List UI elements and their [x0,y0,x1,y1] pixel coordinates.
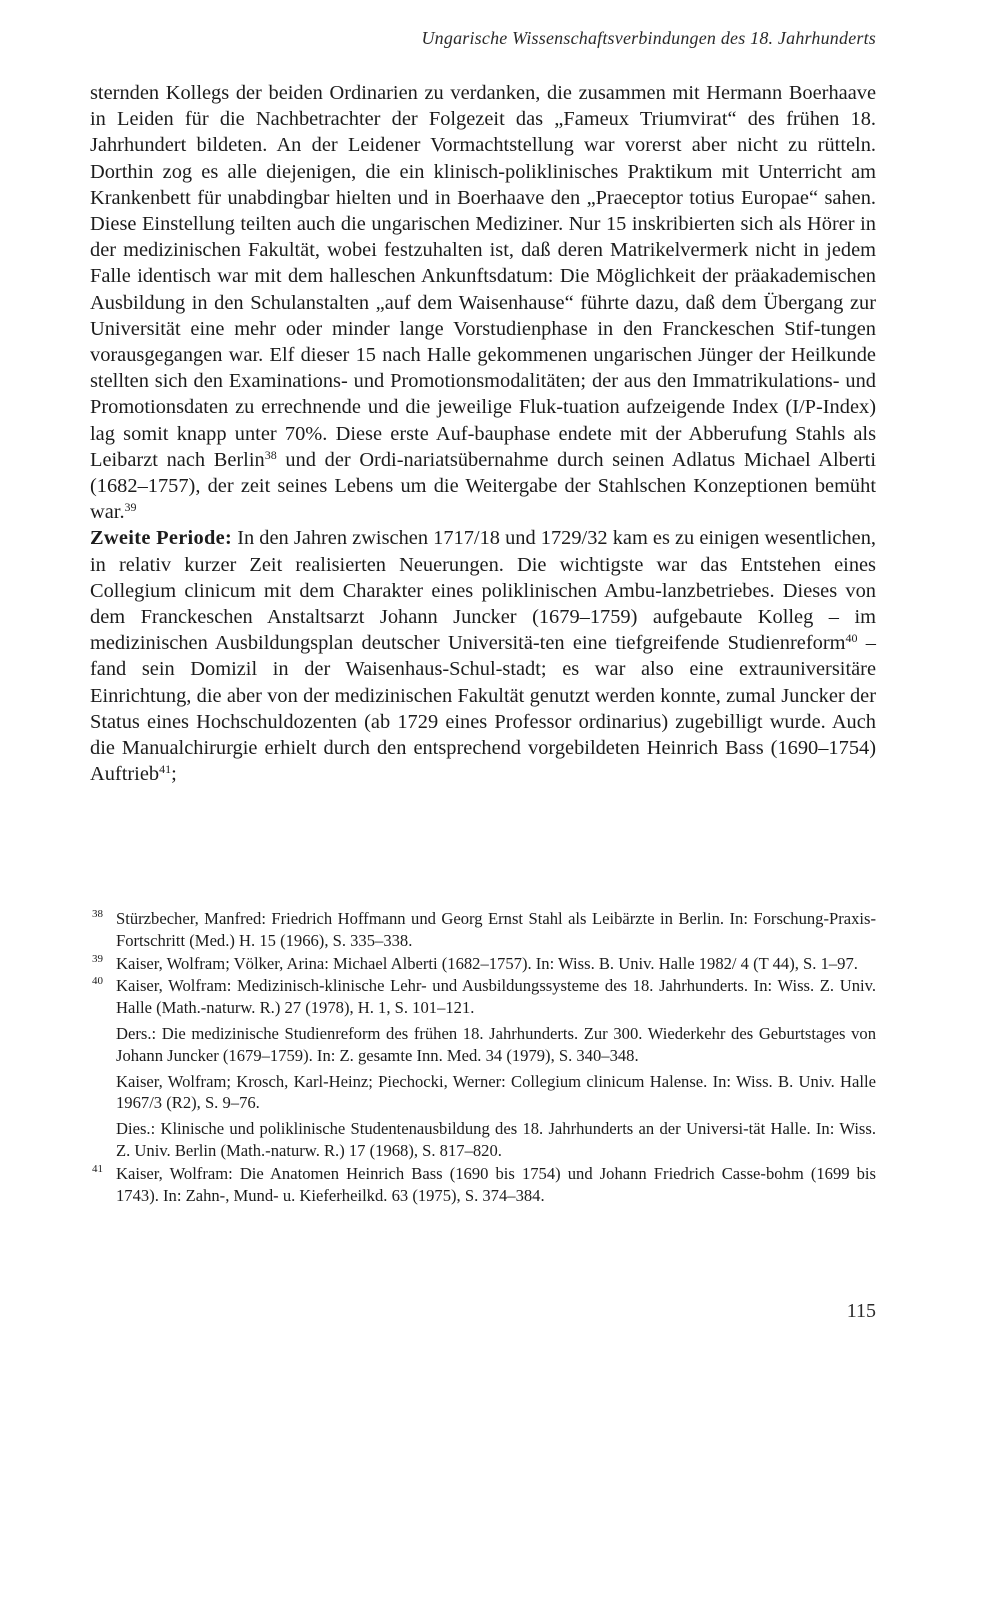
footnote-38 [90,908,876,952]
footnote-ref-41: 41 [159,762,172,777]
footnote-text-38: Stürzbecher, Manfred: Friedrich Hoffmann und Georg Ernst Stahl als Leibärzte in Berlin. In: Forschung-Praxis-Fortschritt (Med.) H. 15 (1966), S. 335–338. [116,909,876,950]
footnote-41 [90,1163,876,1207]
paragraph-1-text-a: sternden Kollegs der beiden Ordinarien zu verdanken, die zusammen mit Hermann Boerhaave in Leiden für die Nachbetrachter der Folgezeit das „Fameux Triumvirat“ des frühen 18. Jahrhundert bildeten. An der Leidener Vormachtstellung war vorerst aber nicht zu rütteln. Dorthin zog es alle diejenigen, die ein klinisch-poliklinisches Praktikum mit Unterricht am Krankenbett für unabdingbar hielten und in Boerhaave den „Praeceptor totius Europae“ sahen. Diese Einstellung teilten auch die ungarischen Mediziner. Nur 15 inskribierten sich als Hörer in der medizinischen Fakultät, wobei festzuhalten ist, daß deren Matrikelvermerk nicht in jedem Falle identisch war mit dem halleschen Ankunftsdatum: Die Möglichkeit der präakademischen Ausbildung in den Schulanstalten „auf dem Waisenhause“ führte dazu, daß dem Übergang zur Universität eine mehr oder minder lange Vorstudienphase in den Franckeschen Stif-tungen vorausgegangen war. Elf dieser 15 nach Halle gekommenen ungarischen Jünger der Heilkunde stellten sich den Examinations- und Promotionsmodalitäten; der aus den Immatrikulations- und Promotionsdaten zu errechnende und die jeweilige Fluk-tuation aufzeigende Index (I/P-Index) lag somit knapp unter 70%. Diese erste Auf-bauphase endete mit der Abberufung Stahls als Leibarzt nach Berlin [90,82,876,471]
main-text [90,80,876,787]
footnote-text-40: Kaiser, Wolfram: Medizinisch-klinische Lehr- und Ausbildungssysteme des 18. Jahrhunderts. In: Wiss. Z. Univ. Halle (Math.-naturw. R.) 27 (1978), H. 1, S. 101–121. [116,976,876,1018]
footnote-40-continuation-3: Dies.: Klinische und poliklinische Studentenausbildung des 18. Jahrhunderts an der Universi-tät Halle. In: Wiss. Z. Univ. Berlin (Math.-naturw. R.) 17 (1968), S. 817–820. [116,1119,876,1160]
running-head: Ungarische Wissenschaftsverbindungen des 18. Jahrhunderts [421,28,876,48]
footnotes [90,908,876,1207]
footnote-number-41: 41 [92,1162,103,1175]
section-label-zweite-periode: Zweite Periode: [90,527,233,550]
footnote-number-39: 39 [92,952,103,965]
footnote-ref-38: 38 [264,447,277,462]
footnote-39 [90,953,876,975]
footnote-40 [90,975,876,1019]
paragraph-2-text-b: – fand sein Domizil in der Waisenhaus-Schul-stadt; es war also eine extrauniversitäre Einrichtung, die aber von der medizinischen Fakultät genutzt werden konnte, zumal Juncker der Status eines Hochschuldozenten (ab 1729 eines Professor ordinarius) zugebilligt wurde. Auch die Manualchirurgie erhielt durch den entsprechend vorgebildeten Heinrich Bass (1690–1754) Auftrieb [90,632,877,786]
footnote-text-41: Kaiser, Wolfram: Die Anatomen Heinrich Bass (1690 bis 1754) und Johann Friedrich Casse-bohm (1699 bis 1743). In: Zahn-, Mund- u. Kieferheilkd. 63 (1975), S. 374–384. [116,1163,876,1205]
page-number: 115 [846,1300,876,1322]
footnote-40-continuation-2: Kaiser, Wolfram; Krosch, Karl-Heinz; Piechocki, Werner: Collegium clinicum Halense. In: Wiss. B. Univ. Halle 1967/3 (R2), S. 9–76. [116,1071,876,1113]
paragraph-2 [90,525,876,787]
footnote-number-38: 38 [92,908,103,920]
paragraph-2-text-c: ; [171,763,177,786]
paragraph-2-text-a: In den Jahren zwischen 1717/18 und 1729/32 kam es zu einigen wesentlichen, in relativ kurzer Zeit realisierten Neuerungen. Die wichtigste war das Entstehen eines Collegium clinicum mit dem Charakter eines poliklinischen Ambu-lanzbetriebes. Dieses von dem Franckeschen Anstaltsarzt Johann Juncker (1679–1759) aufgebaute Kolleg – im medizinischen Ausbildungsplan deutscher Universitä-ten eine tiefgreifende Studienreform [90,527,877,655]
paragraph-1 [90,80,876,525]
footnote-number-40: 40 [92,975,103,988]
footnote-40-continuation-1: Ders.: Die medizinische Studienreform des frühen 18. Jahrhunderts. Zur 300. Wiederkehr des Geburtstages von Johann Juncker (1679–1759). In: Z. gesamte Inn. Med. 34 (1979), S. 340–348. [116,1023,876,1065]
paragraph-1-text-b: und der Ordi-nariatsübernahme durch seinen Adlatus Michael Alberti (1682–1757), der zeit seines Lebens um die Weitergabe der Stahlschen Konzeptionen bemüht war. [90,448,876,524]
footnote-ref-39: 39 [124,500,137,515]
footnote-text-39: Kaiser, Wolfram; Völker, Arina: Michael Alberti (1682–1757). In: Wiss. B. Univ. Halle 1982/ 4 (T 44), S. 1–97. [116,953,858,973]
footnote-ref-40: 40 [845,631,858,646]
